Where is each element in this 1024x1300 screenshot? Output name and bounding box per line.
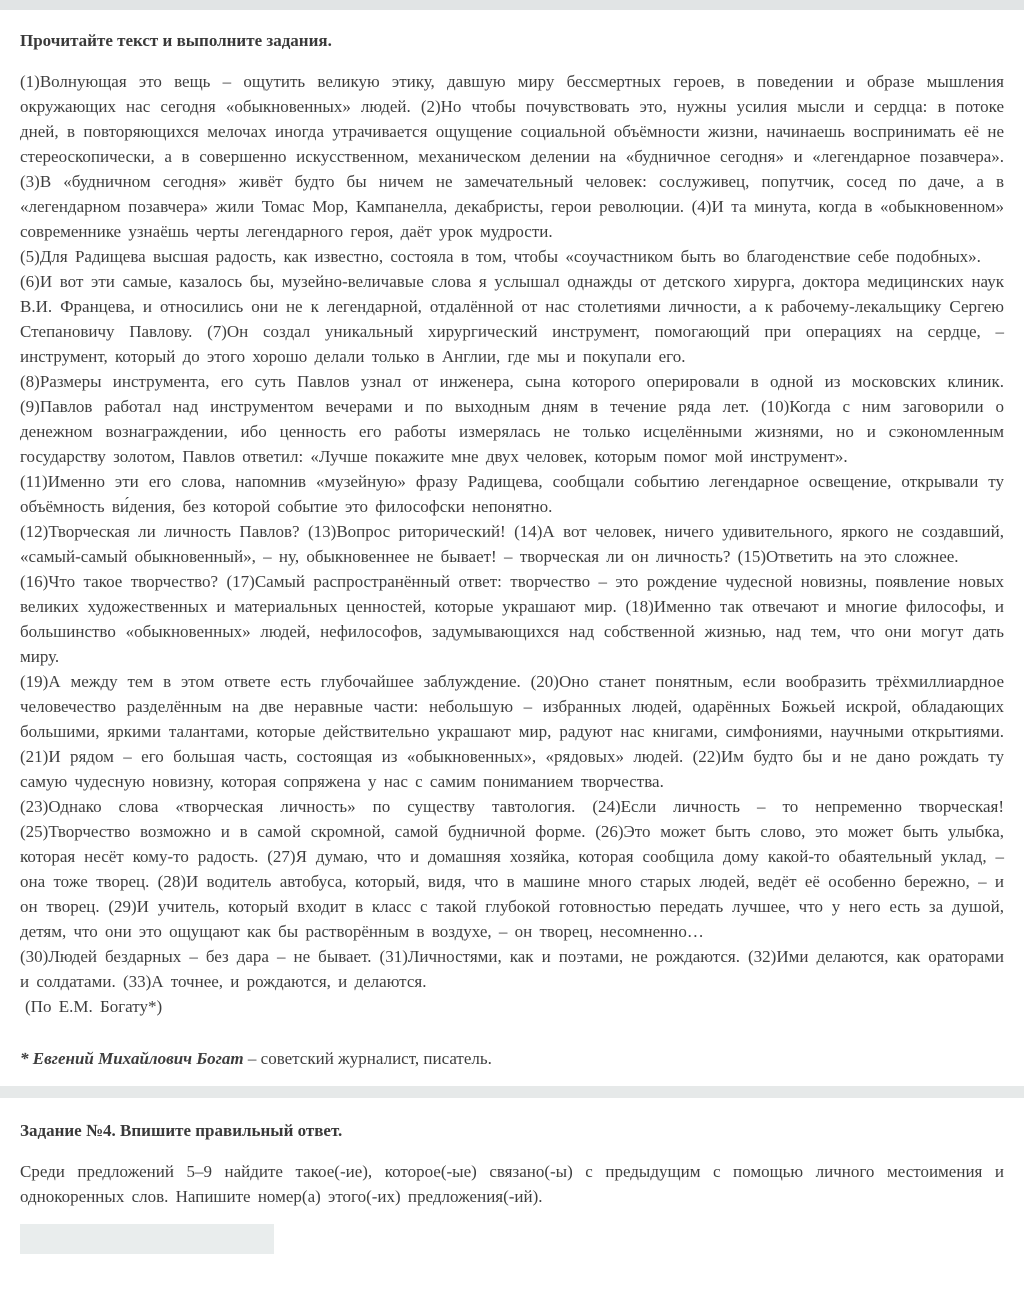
text-attribution: (По Е.М. Богату*) (25, 997, 163, 1016)
text-paragraph: (30)Людей бездарных – без дара – не бывает. (31)Личностями, как и поэтами, не рождаются. (32)Ими делаются, как ораторами и солдатами. (33)А точнее, и рождаются, и делаются. (20, 947, 1004, 991)
text-paragraph: (8)Размеры инструмента, его суть Павлов узнал от инженера, сына которого оперировали в одной из московских клиник. (9)Павлов работал над инструментом вечерами и по выходным дням в течение ряда лет. (10)Когда с ним заговорили о денежном вознаграждении, ибо ценность его работы измерялась не только исцелёнными жизнями, но и сэкономленным государству золотом, Павлов ответил: «Лучше покажите мне двух человек, которым помог мой инструмент». (20, 372, 1004, 466)
task-title: Задание №4. Впишите правильный ответ. (20, 1121, 343, 1140)
text-paragraph: (1)Волнующая это вещь – ощутить великую этику, давшую миру бессмертных героев, в поведении и образе мышления окружающих нас сегодня «обыкновенных» людей. (2)Но чтобы почувствовать это, нужны усилия мысли и сердца: в потоке дней, в повторяющихся мелочах иногда утрачивается ощущение социальной объёмности жизни, начинаешь воспринимать её не стереоскопически, а в совершенно искусственном, механическом делении на «будничное сегодня» и «легендарное позавчера». (3)В «будничном сегодня» живёт будто бы ничем не замечательный человек: сослуживец, попутчик, сосед по даче, а в «легендарном позавчера» жили Томас Мор, Кампанелла, декабристы, герои революции. (4)И та минута, когда в «обыкновенном» современнике узнаёшь черты легендарного героя, даёт урок мудрости. (20, 72, 1004, 241)
footnote-marker: * (20, 1049, 29, 1068)
text-paragraph: (11)Именно эти его слова, напомнив «музейную» фразу Радищева, сообщали событию легендарное освещение, открывали ту объёмность ви́дения, без которой событие это философски непонятно. (20, 472, 1004, 516)
footnote-author-name: Евгений Михайлович Богат (32, 1049, 244, 1068)
text-paragraph: (12)Творческая ли личность Павлов? (13)Вопрос риторический! (14)А вот человек, ничего удивительного, яркого не создавший, «самый-самый обыкновенный», – ну, обыкновеннее не бывает! – творческая ли он личность? (15)Ответить на это сложнее. (20, 522, 1004, 566)
task-section (0, 1098, 1024, 1254)
footnote (20, 1046, 1004, 1071)
instructions-heading: Прочитайте текст и выполните задания. (20, 31, 332, 50)
text-paragraph: (16)Что такое творчество? (17)Самый распространённый ответ: творчество – это рождение чудесной новизны, появление новых великих художественных и материальных ценностей, которые украшают мир. (18)Именно так отвечают и многие философы, и большинство «обыкновенных» людей, нефилософов, задумывающихся над собственной жизнью, над тем, что они могут дать миру. (20, 572, 1004, 666)
text-paragraph: (5)Для Радищева высшая радость, как известно, состояла в том, чтобы «соучастником быть во благоденствие себе подобных». (20, 247, 981, 266)
reading-section (0, 10, 1024, 1071)
top-strip (0, 0, 1024, 10)
bottom-spacer (0, 1254, 1024, 1300)
task-prompt: Среди предложений 5–9 найдите такое(-ие), которое(-ые) связано(-ы) с предыдущим с помощью личного местоимения и однокоренных слов. Напишите номер(а) этого(-их) предложения(-ий). (20, 1162, 1004, 1206)
answer-input[interactable] (20, 1224, 274, 1254)
text-paragraph: (19)А между тем в этом ответе есть глубочайшее заблуждение. (20)Оно станет понятным, если вообразить трёхмиллиардное человечество разделённым на две неравные части: небольшую – избранных людей, одарённых Божьей искрой, обладающих большими, яркими талантами, которые действительно украшают мир, радуют нас книгами, симфониями, научными открытиями. (21)И рядом – его большая часть, состоящая из «обыкновенных», «рядовых» людей. (22)Им будто бы и не дано рождать ту самую чудесную новизну, которая сопряжена у нас с самим пониманием творчества. (20, 672, 1004, 791)
reading-text (20, 69, 1004, 1019)
text-paragraph: (6)И вот эти самые, казалось бы, музейно-величавые слова я услышал однажды от детского хирурга, доктора медицинских наук В.И. Францева, и относились они не к легендарной, отдалённой от нас столетиями личности, а к рабочему-лекальщику Сергею Степановичу Павлову. (7)Он создал уникальный хирургический инструмент, помогающий при операциях на сердце, – инструмент, который до этого хорошо делали только в Англии, где мы и покупали его. (20, 272, 1004, 366)
footnote-description: – советский журналист, писатель. (243, 1049, 492, 1068)
section-divider (0, 1086, 1024, 1098)
text-paragraph: (23)Однако слова «творческая личность» по существу тавтология. (24)Если личность – то непременно творческая! (25)Творчество возможно и в самой скромной, самой будничной форме. (26)Это может быть слово, это может быть улыбка, которая несёт кому-то радость. (27)Я думаю, что и домашняя хозяйка, которая сообщила дому какой-то обаятельный уклад, – она тоже творец. (28)И водитель автобуса, который, видя, что в машине много старых людей, ведёт её особенно бережно, – и он творец. (29)И учитель, который входит в класс с такой глубокой готовностью передать лучшее, что у него есть за душой, детям, что они это ощущают как бы растворённым в воздухе, – он творец, несомненно… (20, 797, 1004, 941)
